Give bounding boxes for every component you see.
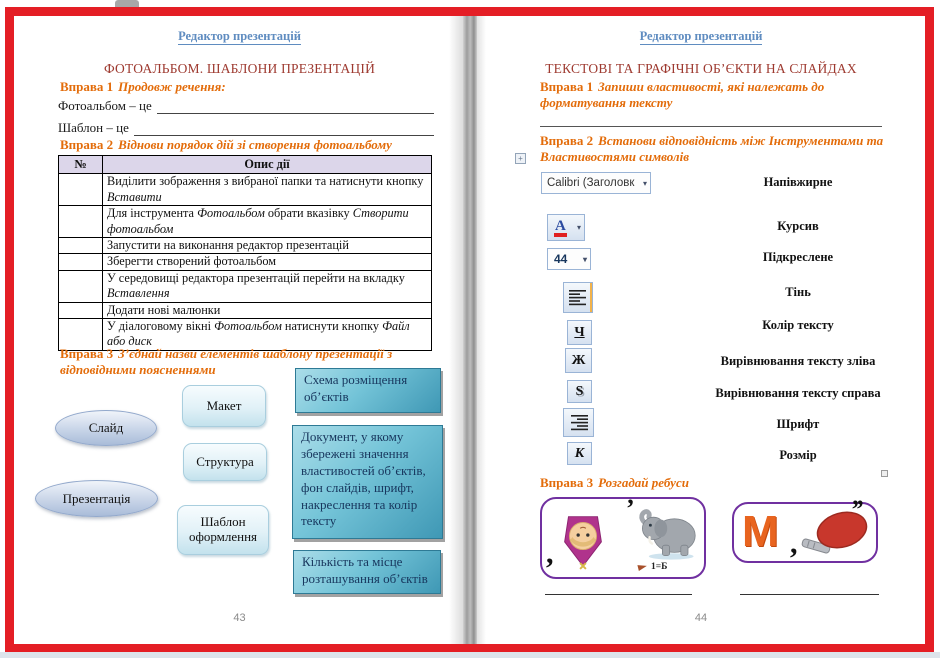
label-align-right: Вирівнювання тексту справа — [715, 386, 881, 400]
exercise-task: Запиши властивості, які належать до форматування тексту — [540, 79, 825, 110]
step-number-cell — [59, 270, 103, 302]
italic-button[interactable] — [567, 442, 592, 465]
description-box-document[interactable] — [292, 425, 443, 539]
exercise-3-heading — [540, 475, 689, 491]
step-description-cell: У діалоговому вікні Фотоальбом натиснути кнопку Файл або диск — [103, 319, 432, 351]
page-44 — [477, 16, 925, 644]
chip-layout[interactable] — [182, 385, 266, 427]
label-shadow: Тінь — [785, 285, 811, 299]
page-number: 43 — [233, 612, 246, 624]
exercise-1-heading — [60, 79, 226, 95]
column-header-description: Опис дії — [103, 156, 432, 174]
exercise-task: Продовж речення: — [118, 79, 226, 94]
font-name-value: Calibri (Заголовк — [547, 177, 635, 189]
fill-prefix: Шаблон – це — [58, 120, 129, 135]
label-bold: Напівжирне — [763, 175, 833, 189]
exercise-label: Вправа 1 — [60, 79, 114, 94]
rebus-comma: , — [546, 537, 554, 570]
chevron-down-icon: ▾ — [642, 178, 647, 188]
oval-label: Презентація — [62, 490, 131, 506]
exercise-label: Вправа 1 — [540, 79, 594, 94]
label-italic: Курсив — [777, 219, 819, 233]
exercise-label: Вправа 3 — [60, 346, 114, 361]
align-left-button[interactable] — [563, 282, 593, 313]
resize-handle-artifact — [881, 470, 888, 477]
running-header: Редактор презентацій — [639, 29, 763, 43]
running-header: Редактор презентацій — [178, 29, 301, 43]
fill-in-line — [58, 97, 434, 114]
exercise-2-heading — [540, 133, 896, 165]
bold-button[interactable] — [565, 348, 592, 373]
rebus-comma: , — [790, 527, 798, 560]
italic-letter: К — [574, 445, 585, 461]
column-header-number: № — [59, 156, 103, 174]
description-box-scheme[interactable] — [295, 368, 441, 413]
rebus-apostrophes: ’’ — [851, 495, 863, 524]
step-description-cell: Виділити зображення з вибраної папки та натиснути кнопку Вставити — [103, 174, 432, 206]
step-description-cell: Для інструмента Фотоальбом обрати вказівку Створити фотоальбом — [103, 206, 432, 238]
description-text: Документ, у якому збережені значення властивостей об’єктів, фон слайдів, шрифт, накреслення та колір тексту — [301, 429, 426, 529]
shadow-button[interactable] — [567, 380, 592, 403]
table-row — [59, 302, 432, 318]
blank-rule — [157, 99, 434, 114]
table-row — [59, 206, 432, 238]
label-size: Розмір — [779, 448, 817, 462]
font-name-dropdown[interactable] — [541, 172, 651, 194]
font-size-dropdown[interactable] — [547, 248, 591, 270]
table-row — [59, 270, 432, 302]
rebus-1 — [540, 494, 706, 579]
page-43 — [16, 16, 463, 644]
chevron-down-icon: ▾ — [582, 254, 587, 264]
exercise-task: З’єднай назви елементів шаблону презентації з відповідними поясненнями — [60, 346, 393, 377]
book-spine — [463, 16, 477, 644]
steps-table-body — [59, 174, 432, 350]
font-color-letter: A — [554, 219, 567, 237]
rebus-note — [638, 562, 667, 572]
align-right-button[interactable] — [563, 408, 594, 437]
object-anchor-icon: + — [515, 153, 526, 164]
step-description-cell: Зберегти створений фотоальбом — [103, 254, 432, 270]
exercise-task: Встанови відповідність між Інструментами та Властивостями символів — [540, 133, 884, 164]
arrow-icon — [637, 563, 647, 571]
exercise-task: Віднови порядок дій зі створення фотоальбому — [118, 137, 392, 152]
oval-label: Слайд — [88, 420, 124, 435]
step-number-cell — [59, 238, 103, 254]
table-row — [59, 254, 432, 270]
page-number: 44 — [694, 612, 708, 624]
oval-presentation[interactable] — [35, 480, 158, 517]
elephant-image — [636, 505, 700, 563]
oval-slide[interactable] — [55, 410, 157, 446]
description-text: Схема розміщення об’єктів — [304, 372, 408, 404]
chip-label: Структура — [196, 453, 254, 469]
rebus-note-text: 1=Б — [651, 562, 668, 572]
step-description-cell: Запустити на виконання редактор презентацій — [103, 238, 432, 254]
chevron-down-icon: ▾ — [576, 223, 581, 232]
table-row — [59, 174, 432, 206]
description-text: Кількість та місце розташування об’єктів — [302, 554, 428, 586]
fill-prefix: Фотоальбом – це — [58, 98, 152, 113]
blank-rule — [134, 121, 434, 136]
exercise-2-heading — [60, 137, 392, 153]
rebus-apostrophe: ’ — [626, 494, 633, 523]
step-number-cell — [59, 174, 103, 206]
bold-letter: Ж — [571, 352, 586, 368]
exercise-1-heading — [540, 79, 888, 111]
rebus-letter-m: M — [742, 507, 779, 556]
chip-design-template[interactable] — [177, 505, 269, 555]
desk-background — [0, 652, 940, 658]
step-description-cell: Додати нові малюнки — [103, 302, 432, 318]
page-title: ФОТОАЛЬБОМ. ШАБЛОНИ ПРЕЗЕНТАЦІЙ — [103, 61, 376, 76]
table-row — [59, 238, 432, 254]
answer-rule — [545, 594, 692, 595]
underline-letter: Ч — [574, 324, 585, 340]
upside-down-girl-image — [554, 503, 612, 571]
table-header-row — [59, 156, 432, 174]
label-font: Шрифт — [776, 417, 820, 431]
exercise-task: Розгадай ребуси — [598, 475, 689, 490]
label-underline: Підкреслене — [762, 250, 834, 264]
exercise-label: Вправа 3 — [540, 475, 594, 490]
exercise-label: Вправа 2 — [60, 137, 114, 152]
step-description-cell: У середовищі редактора презентацій перейти на вкладку Вставлення — [103, 270, 432, 302]
chip-structure[interactable] — [183, 443, 267, 481]
step-number-cell — [59, 254, 103, 270]
chip-label: Макет — [206, 397, 242, 413]
step-number-cell — [59, 206, 103, 238]
description-box-count[interactable] — [293, 550, 441, 594]
font-color-button[interactable] — [547, 214, 585, 241]
font-size-value: 44 — [554, 252, 568, 266]
chip-label: Шаблон оформлення — [188, 514, 258, 544]
steps-table — [58, 155, 432, 351]
label-align-left: Вирівнювання тексту зліва — [720, 354, 876, 368]
align-left-icon — [569, 289, 587, 306]
answer-rule — [540, 126, 882, 127]
rebus-2 — [732, 495, 878, 563]
exercise-label: Вправа 2 — [540, 133, 594, 148]
page-title: ТЕКСТОВІ ТА ГРАФІЧНІ ОБ’ЄКТИ НА СЛАЙДАХ — [545, 61, 857, 76]
shadow-letter: S — [575, 383, 584, 399]
label-text-color: Колір тексту — [762, 318, 834, 332]
fill-in-line — [58, 119, 434, 136]
underline-button[interactable] — [567, 320, 592, 345]
step-number-cell — [59, 302, 103, 318]
align-right-icon — [570, 414, 588, 431]
answer-rule — [740, 594, 879, 595]
